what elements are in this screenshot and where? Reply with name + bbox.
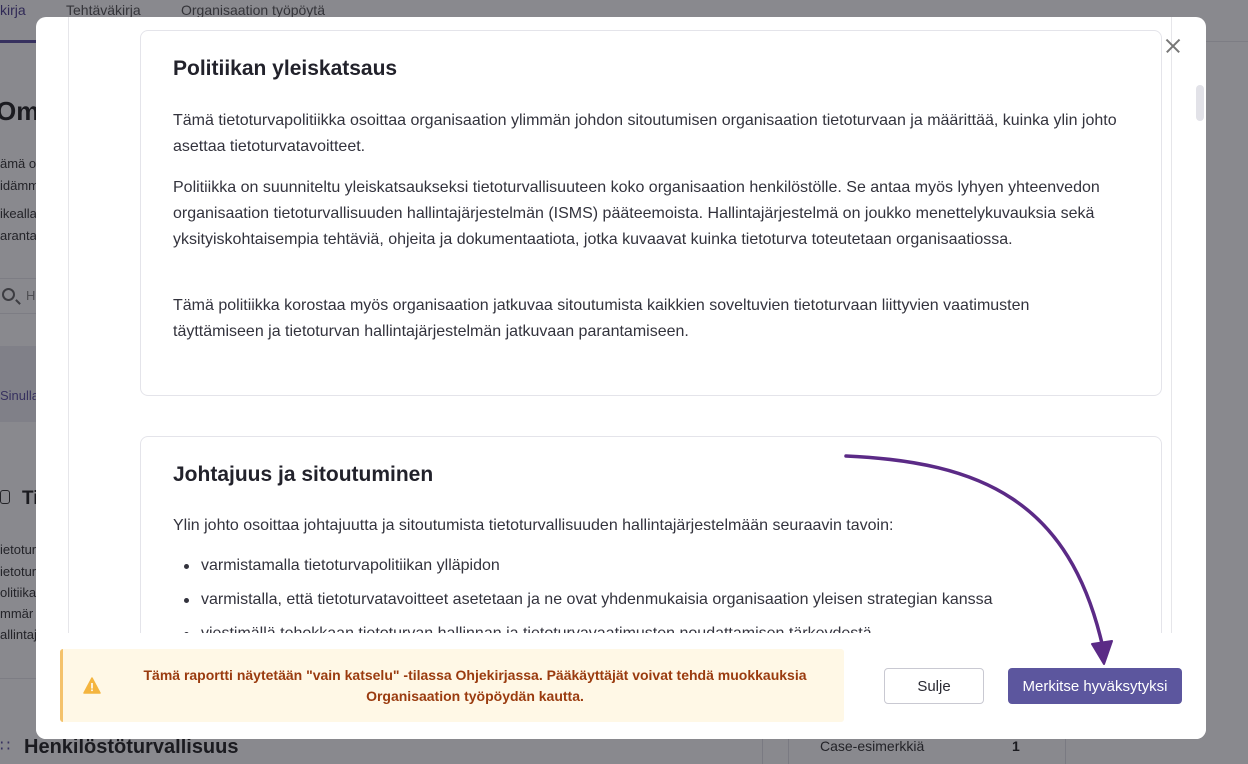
warning-icon	[83, 677, 101, 694]
list-item: varmistamalla tietoturvapolitiikan ylläpidon	[173, 553, 1123, 579]
section-paragraph: Ylin johto osoittaa johtajuutta ja sitoutumista tietoturvallisuuden hallintajärjestelmään seuraavin tavoin:	[173, 517, 894, 534]
modal-footer	[36, 633, 1206, 739]
section-title: Politiikan yleiskatsaus	[173, 57, 398, 80]
notice-text: Tämä raportti näytetään "vain katselu" -tilassa Ohjekirjassa. Pääkäyttäjät voivat tehdä muokkauksia Organisaation työpöydän kautta.	[143, 667, 807, 704]
report-modal	[36, 17, 1206, 739]
view-only-notice	[60, 649, 844, 722]
section-paragraph: Tämä politiikka korostaa myös organisaation jatkuvaa sitoutumista kaikkien soveltuvien tietoturvaan liittyvien vaatimusten täyttämiseen ja tietoturvan hallintajärjestelmän jatkuvaan parantamiseen.	[173, 297, 1030, 340]
scrollbar-thumb[interactable]	[1196, 85, 1204, 121]
section-paragraph: Politiikka on suunniteltu yleiskatsaukseksi tietoturvallisuuteen koko organisaation henkilöstölle. Se antaa myös lyhyen yhteenvedon organisaation tietoturvallisuuden hallintajärjestelmän (ISMS) pääteemoista. Hallintajärjestelmä on joukko menettelykuvauksia sekä yksityiskohtaisempia tehtäviä, ohjeita ja dokumentaatiota, jotka kuvaavat kuinka tietoturva toteutetaan organisaatiossa.	[173, 179, 1100, 248]
list-item: varmistalla, että tietoturvatavoitteet asetetaan ja ne ovat yhdenmukaisia organisaation yleisen strategian kanssa	[173, 587, 1123, 613]
mark-approved-button[interactable]: Merkitse hyväksytyksi	[1008, 668, 1182, 704]
section-card-policy-overview	[140, 30, 1162, 396]
section-paragraph: Tämä tietoturvapolitiikka osoittaa organisaation ylimmän johdon sitoutumisen organisaation tietoturvaan ja määrittää, kuinka ylin johto asettaa tietoturvatavoitteet.	[173, 112, 1117, 155]
close-button[interactable]: Sulje	[884, 668, 984, 704]
close-icon[interactable]	[1162, 35, 1184, 57]
section-title: Johtajuus ja sitoutuminen	[173, 463, 434, 486]
modal-content-scroll[interactable]	[68, 17, 1172, 633]
